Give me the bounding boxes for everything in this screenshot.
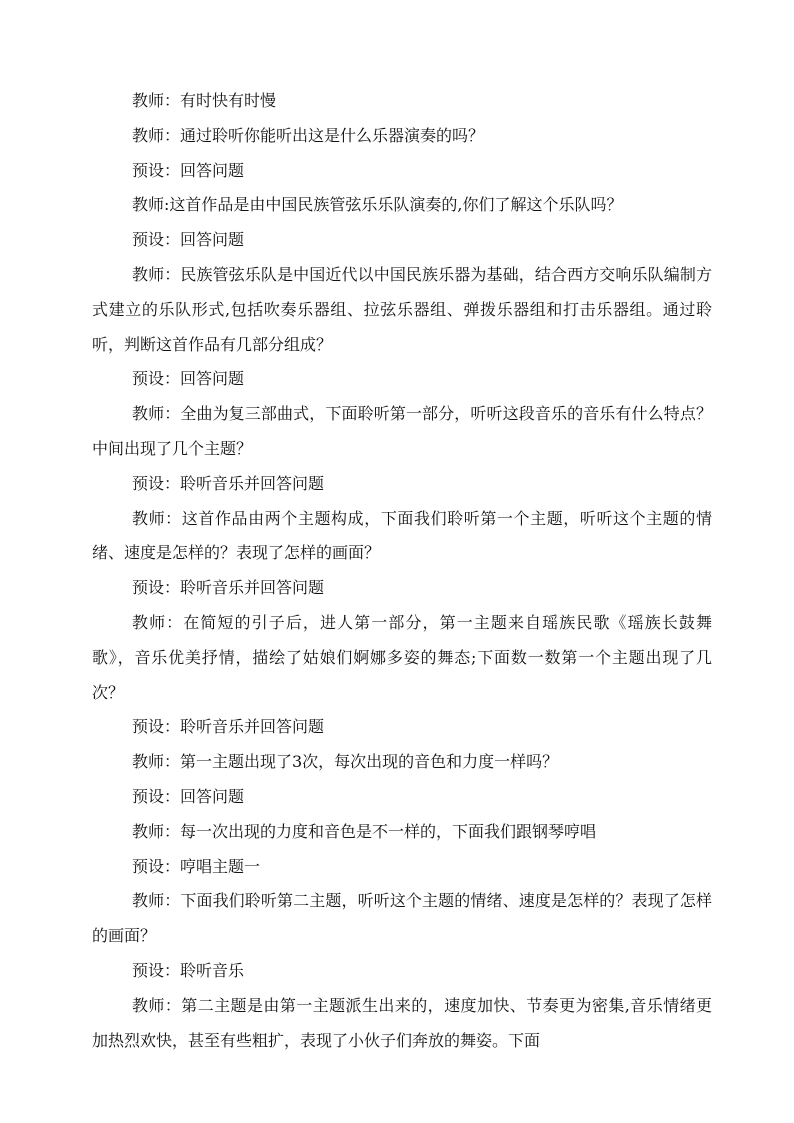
paragraph: 教师：全曲为复三部曲式，下面聆听第一部分，听听这段音乐的音乐有什么特点？中间出现了几个主题？	[92, 404, 712, 458]
paragraph: 教师：第一主题出现了3次，每次出现的音色和力度一样吗？	[132, 752, 559, 772]
paragraph: 教师：在简短的引子后，进人第一部分，第一主题来自瑶族民歌《瑶族长鼓舞歌》，音乐优美抒情，描绘了姑娘们婀娜多姿的舞态;下面数一数第一个主题出现了几次？	[92, 612, 712, 702]
paragraph: 预设：聆听音乐并回答问题	[132, 717, 325, 737]
paragraph: 预设：回答问题	[132, 230, 245, 250]
paragraph: 预设：聆听音乐并回答问题	[132, 578, 325, 598]
paragraph: 预设：回答问题	[132, 369, 245, 389]
paragraph: 教师:这首作品是由中国民族管弦乐乐队演奏的,你们了解这个乐队吗？	[132, 195, 623, 215]
paragraph: 预设：回答问题	[132, 160, 245, 180]
paragraph: 教师：第二主题是由第一主题派生出来的，速度加快、节奏更为密集,音乐情绪更加热烈欢快，甚至有些粗扩，表现了小伙子们奔放的舞姿。下面	[92, 995, 712, 1050]
paragraph: 预设：聆听音乐	[132, 960, 245, 980]
paragraph: 教师：通过聆听你能听出这是什么乐器演奏的吗？	[132, 125, 485, 145]
paragraph: 预设：聆听音乐并回答问题	[132, 473, 325, 493]
paragraph: 教师：下面我们聆听第二主题，听听这个主题的情绪、速度是怎样的？表现了怎样的画面？	[92, 891, 712, 946]
paragraph: 预设：回答问题	[132, 786, 245, 806]
paragraph: 教师：每一次出现的力度和音色是不一样的，下面我们跟钢琴哼唱	[132, 821, 597, 841]
paragraph: 预设：哼唱主题一	[132, 856, 261, 876]
paragraph: 教师：有时快有时慢	[132, 91, 277, 110]
paragraph: 教师：民族管弦乐队是中国近代以中国民族乐器为基础，结合西方交响乐队编制方式建立的乐队形式,包括吹奏乐器组、拉弦乐器组、弹拨乐器组和打击乐器组。通过聆听，判断这首作品有几部分组成？	[92, 264, 712, 354]
document-body	[92, 84, 712, 1058]
paragraph: 教师：这首作品由两个主题构成，下面我们聆听第一个主题，听听这个主题的情绪、速度是怎样的？表现了怎样的画面？	[92, 508, 712, 563]
